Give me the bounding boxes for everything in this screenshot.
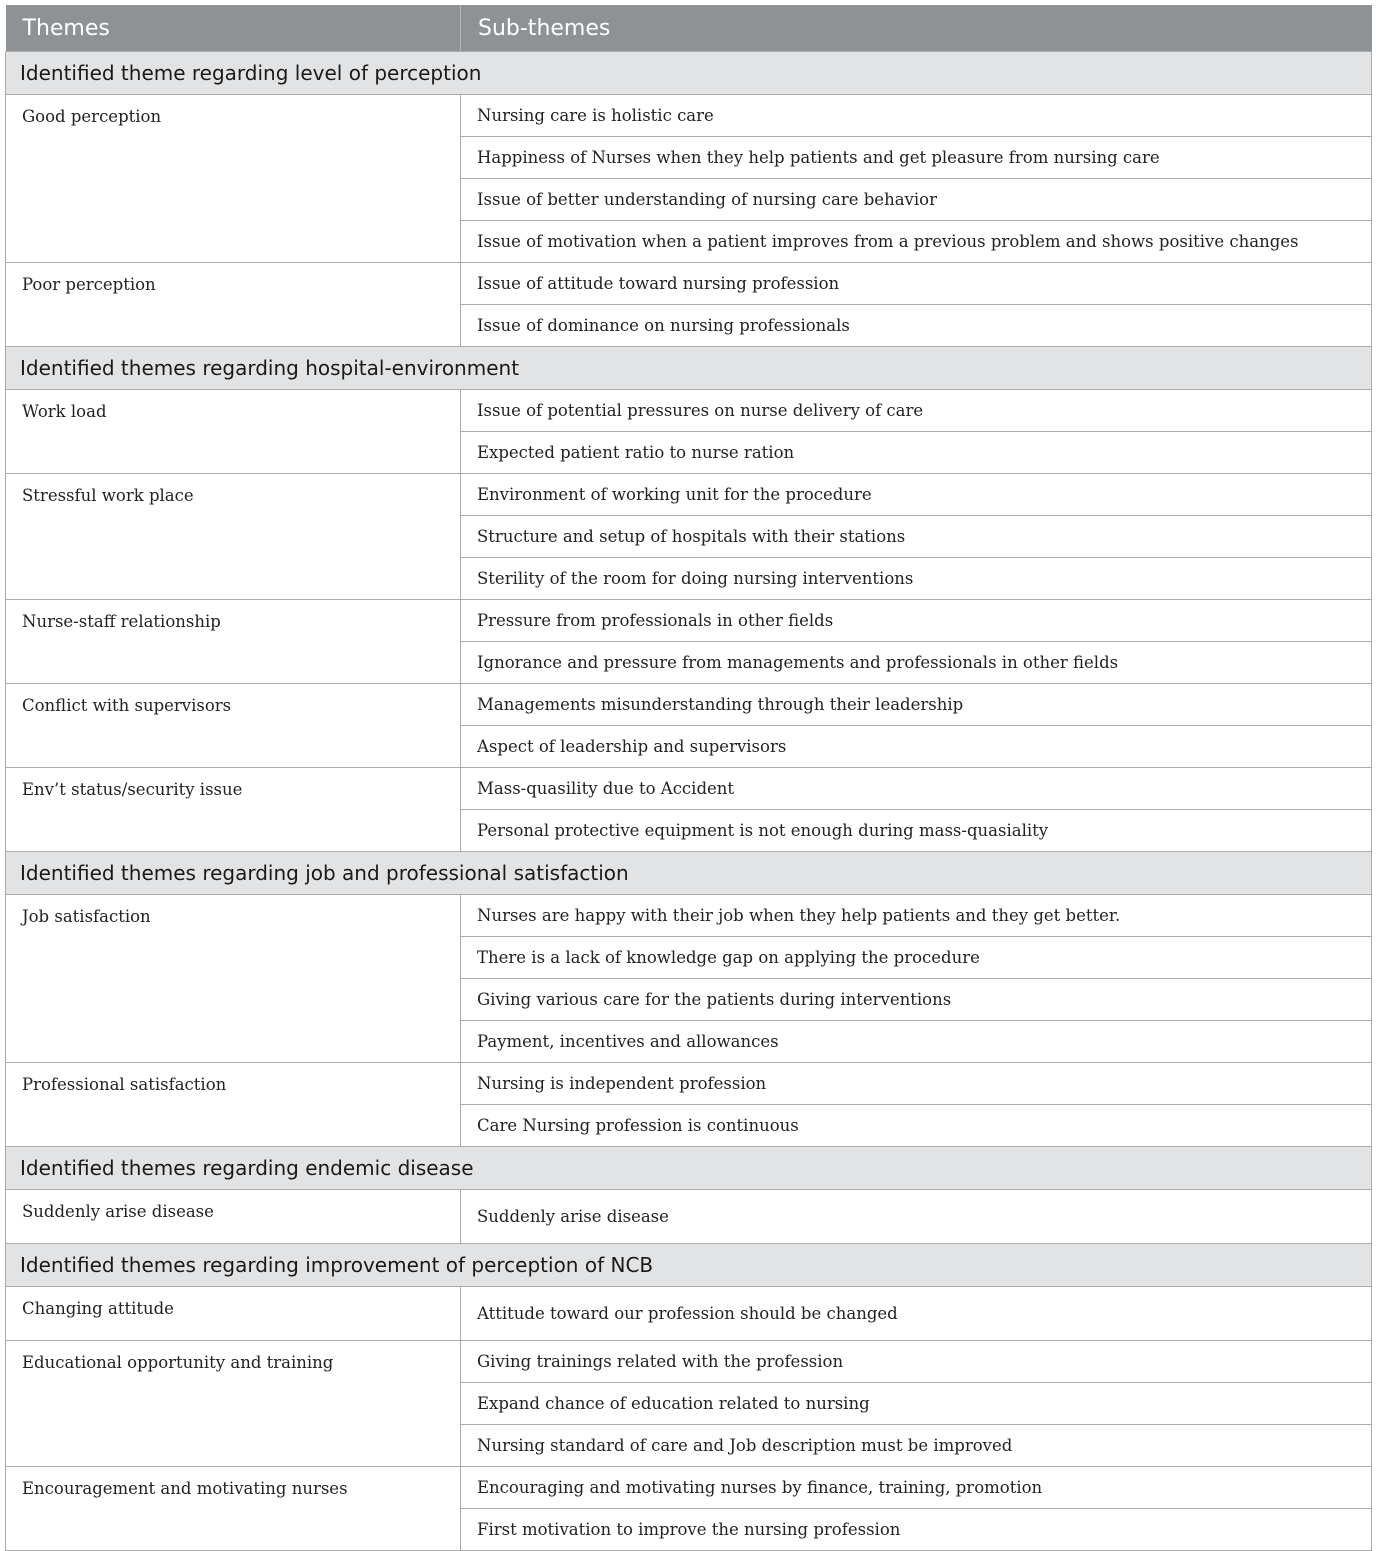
table-row [6,768,1372,810]
table-row [6,95,1372,137]
theme-cell: Suddenly arise disease [6,1190,461,1244]
section-title: Identified theme regarding level of perception [6,52,1372,95]
theme-cell: Env’t status/security issue [6,768,461,852]
table-row [6,263,1372,305]
theme-cell: Educational opportunity and training [6,1341,461,1467]
sub-theme-cell: Giving trainings related with the profession [461,1341,1372,1383]
sub-theme-cell: First motivation to improve the nursing profession [461,1509,1372,1551]
sub-theme-cell: Sterility of the room for doing nursing interventions [461,558,1372,600]
sub-theme-cell: Issue of attitude toward nursing profession [461,263,1372,305]
table-row [6,1341,1372,1383]
section-title: Identified themes regarding hospital-environment [6,347,1372,390]
table-row [6,895,1372,937]
theme-cell: Poor perception [6,263,461,347]
header-themes: Themes [6,5,461,52]
sub-theme-cell: Suddenly arise disease [461,1190,1372,1244]
theme-cell: Work load [6,390,461,474]
section-title: Identified themes regarding endemic disease [6,1147,1372,1190]
sub-theme-cell: Giving various care for the patients during interventions [461,979,1372,1021]
theme-cell: Nurse-staff relationship [6,600,461,684]
sub-theme-cell: There is a lack of knowledge gap on applying the procedure [461,937,1372,979]
theme-cell: Conflict with supervisors [6,684,461,768]
sub-theme-cell: Mass-quasility due to Accident [461,768,1372,810]
theme-cell: Good perception [6,95,461,263]
table-row [6,390,1372,432]
table-row [6,1467,1372,1509]
theme-cell: Professional satisfaction [6,1063,461,1147]
sub-theme-cell: Care Nursing profession is continuous [461,1105,1372,1147]
sub-theme-cell: Nursing standard of care and Job description must be improved [461,1425,1372,1467]
sub-theme-cell: Structure and setup of hospitals with their stations [461,516,1372,558]
sub-theme-cell: Nursing care is holistic care [461,95,1372,137]
theme-cell: Encouragement and motivating nurses [6,1467,461,1551]
table-row [6,1190,1372,1244]
table-row [6,474,1372,516]
sub-theme-cell: Expand chance of education related to nursing [461,1383,1372,1425]
theme-cell: Stressful work place [6,474,461,600]
sub-theme-cell: Happiness of Nurses when they help patients and get pleasure from nursing care [461,137,1372,179]
header-row [6,5,1372,52]
sub-theme-cell: Payment, incentives and allowances [461,1021,1372,1063]
sub-theme-cell: Attitude toward our profession should be changed [461,1287,1372,1341]
section-title: Identified themes regarding improvement of perception of NCB [6,1244,1372,1287]
section-row [6,1147,1372,1190]
sub-theme-cell: Issue of potential pressures on nurse delivery of care [461,390,1372,432]
section-row [6,1244,1372,1287]
sub-theme-cell: Expected patient ratio to nurse ration [461,432,1372,474]
section-title: Identified themes regarding job and professional satisfaction [6,852,1372,895]
themes-table [5,5,1372,1551]
table-row [6,1287,1372,1341]
section-row [6,347,1372,390]
sub-theme-cell: Managements misunderstanding through their leadership [461,684,1372,726]
table-body [6,52,1372,1551]
sub-theme-cell: Ignorance and pressure from managements and professionals in other fields [461,642,1372,684]
sub-theme-cell: Issue of better understanding of nursing care behavior [461,179,1372,221]
section-row [6,852,1372,895]
header-sub-themes: Sub-themes [461,5,1372,52]
sub-theme-cell: Aspect of leadership and supervisors [461,726,1372,768]
theme-cell: Changing attitude [6,1287,461,1341]
sub-theme-cell: Pressure from professionals in other fields [461,600,1372,642]
sub-theme-cell: Issue of dominance on nursing professionals [461,305,1372,347]
sub-theme-cell: Encouraging and motivating nurses by finance, training, promotion [461,1467,1372,1509]
sub-theme-cell: Issue of motivation when a patient improves from a previous problem and shows positive changes [461,221,1372,263]
table-row [6,1063,1372,1105]
table-row [6,684,1372,726]
sub-theme-cell: Personal protective equipment is not enough during mass-quasiality [461,810,1372,852]
sub-theme-cell: Nursing is independent profession [461,1063,1372,1105]
sub-theme-cell: Environment of working unit for the procedure [461,474,1372,516]
theme-cell: Job satisfaction [6,895,461,1063]
sub-theme-cell: Nurses are happy with their job when they help patients and they get better. [461,895,1372,937]
section-row [6,52,1372,95]
table-row [6,600,1372,642]
